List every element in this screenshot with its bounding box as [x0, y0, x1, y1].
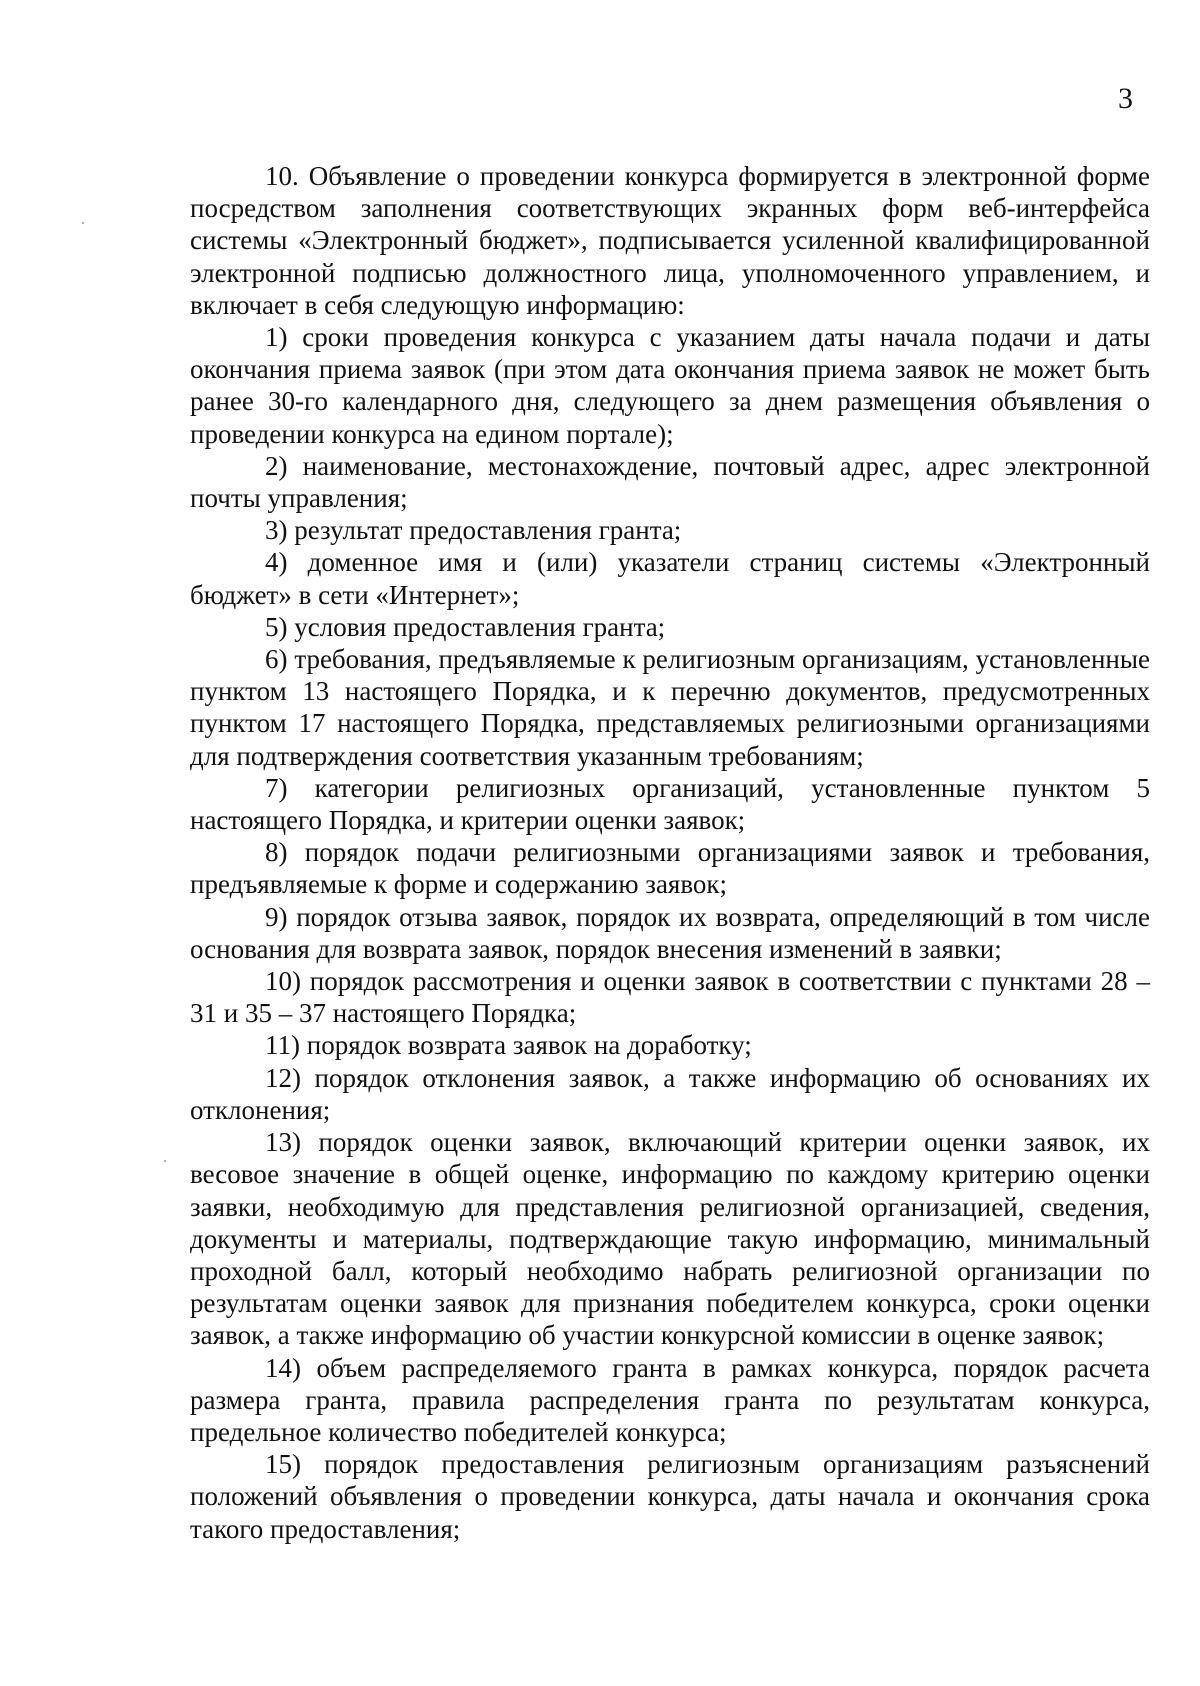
list-item-9: 9) порядок отзыва заявок, порядок их возврата, определяющий в том числе основания для возврата заявок, порядок внесения изменений в заявки; — [190, 901, 1150, 964]
list-item-7: 7) категории религиозных организаций, установленные пунктом 5 настоящего Порядка, и критерии оценки заявок; — [190, 772, 1150, 836]
scan-speck — [82, 222, 84, 224]
list-item-8: 8) порядок подачи религиозными организациями заявок и требования, предъявляемые к форме и содержанию заявок; — [190, 837, 1150, 900]
list-item-3: 3) результат предоставления гранта; — [265, 515, 682, 546]
paragraph-10: 10. Объявление о проведении конкурса формируется в электронной форме посредством заполнения соответствующих экранных форм веб-интерфейса системы «Электронный бюджет», подписывается усиленной квалифицированной электронной подписью должностного лица, уполномоченного управлением, и включает в себя следующую информацию: — [190, 161, 1150, 320]
list-item-2: 2) наименование, местонахождение, почтовый адрес, адрес электронной почты управления; — [190, 450, 1150, 514]
list-item-12: 12) порядок отклонения заявок, а также информацию об основаниях их отклонения; — [190, 1062, 1150, 1125]
list-item-13: 13) порядок оценки заявок, включающий критерии оценки заявок, их весовое значение в общей оценке, информацию по каждому критерию оценки заявки, необходимую для представления религиозной организацией, сведения, документы и материалы, подтверждающие такую информацию, минимальный проходной балл, который необходимо набрать религиозной организации по результатам оценки заявок для признания победителем конкурса, сроки оценки заявок, а также информацию об участии конкурсной комиссии в оценке заявок; — [190, 1127, 1150, 1351]
list-item-6: 6) требования, предъявляемые к религиозным организациям, установленные пунктом 13 настоящего Порядка, и к перечню документов, предусмотренных пунктом 17 настоящего Порядка, представляемых религиозными организациями для подтверждения соответствия указанным требованиям; — [190, 644, 1150, 771]
list-item-4: 4) доменное имя и (или) указатели страниц системы «Электронный бюджет» в сети «Интернет»; — [190, 547, 1150, 610]
list-item-14: 14) объем распределяемого гранта в рамках конкурса, порядок расчета размера гранта, правила распределения гранта по результатам конкурса, предельное количество победителей конкурса; — [190, 1352, 1150, 1447]
list-item-1: 1) сроки проведения конкурса с указанием даты начала подачи и даты окончания приема заявок (при этом дата окончания приема заявок не может быть ранее 30-го календарного дня, следующего за днем размещения объявления о проведении конкурса на едином портале); — [190, 322, 1150, 449]
list-item-5: 5) условия предоставления гранта; — [265, 611, 666, 642]
document-body — [190, 160, 1150, 1545]
list-item-15: 15) порядок предоставления религиозным организациям разъяснений положений объявления о проведении конкурса, даты начала и окончания срока такого предоставления; — [190, 1449, 1150, 1544]
list-item-10: 10) порядок рассмотрения и оценки заявок в соответствии с пунктами 28 – 31 и 35 – 37 настоящего Порядка; — [190, 966, 1150, 1029]
page-number: 3 — [1118, 82, 1133, 115]
list-item-11: 11) порядок возврата заявок на доработку; — [265, 1030, 752, 1061]
scan-speck — [164, 1160, 166, 1162]
